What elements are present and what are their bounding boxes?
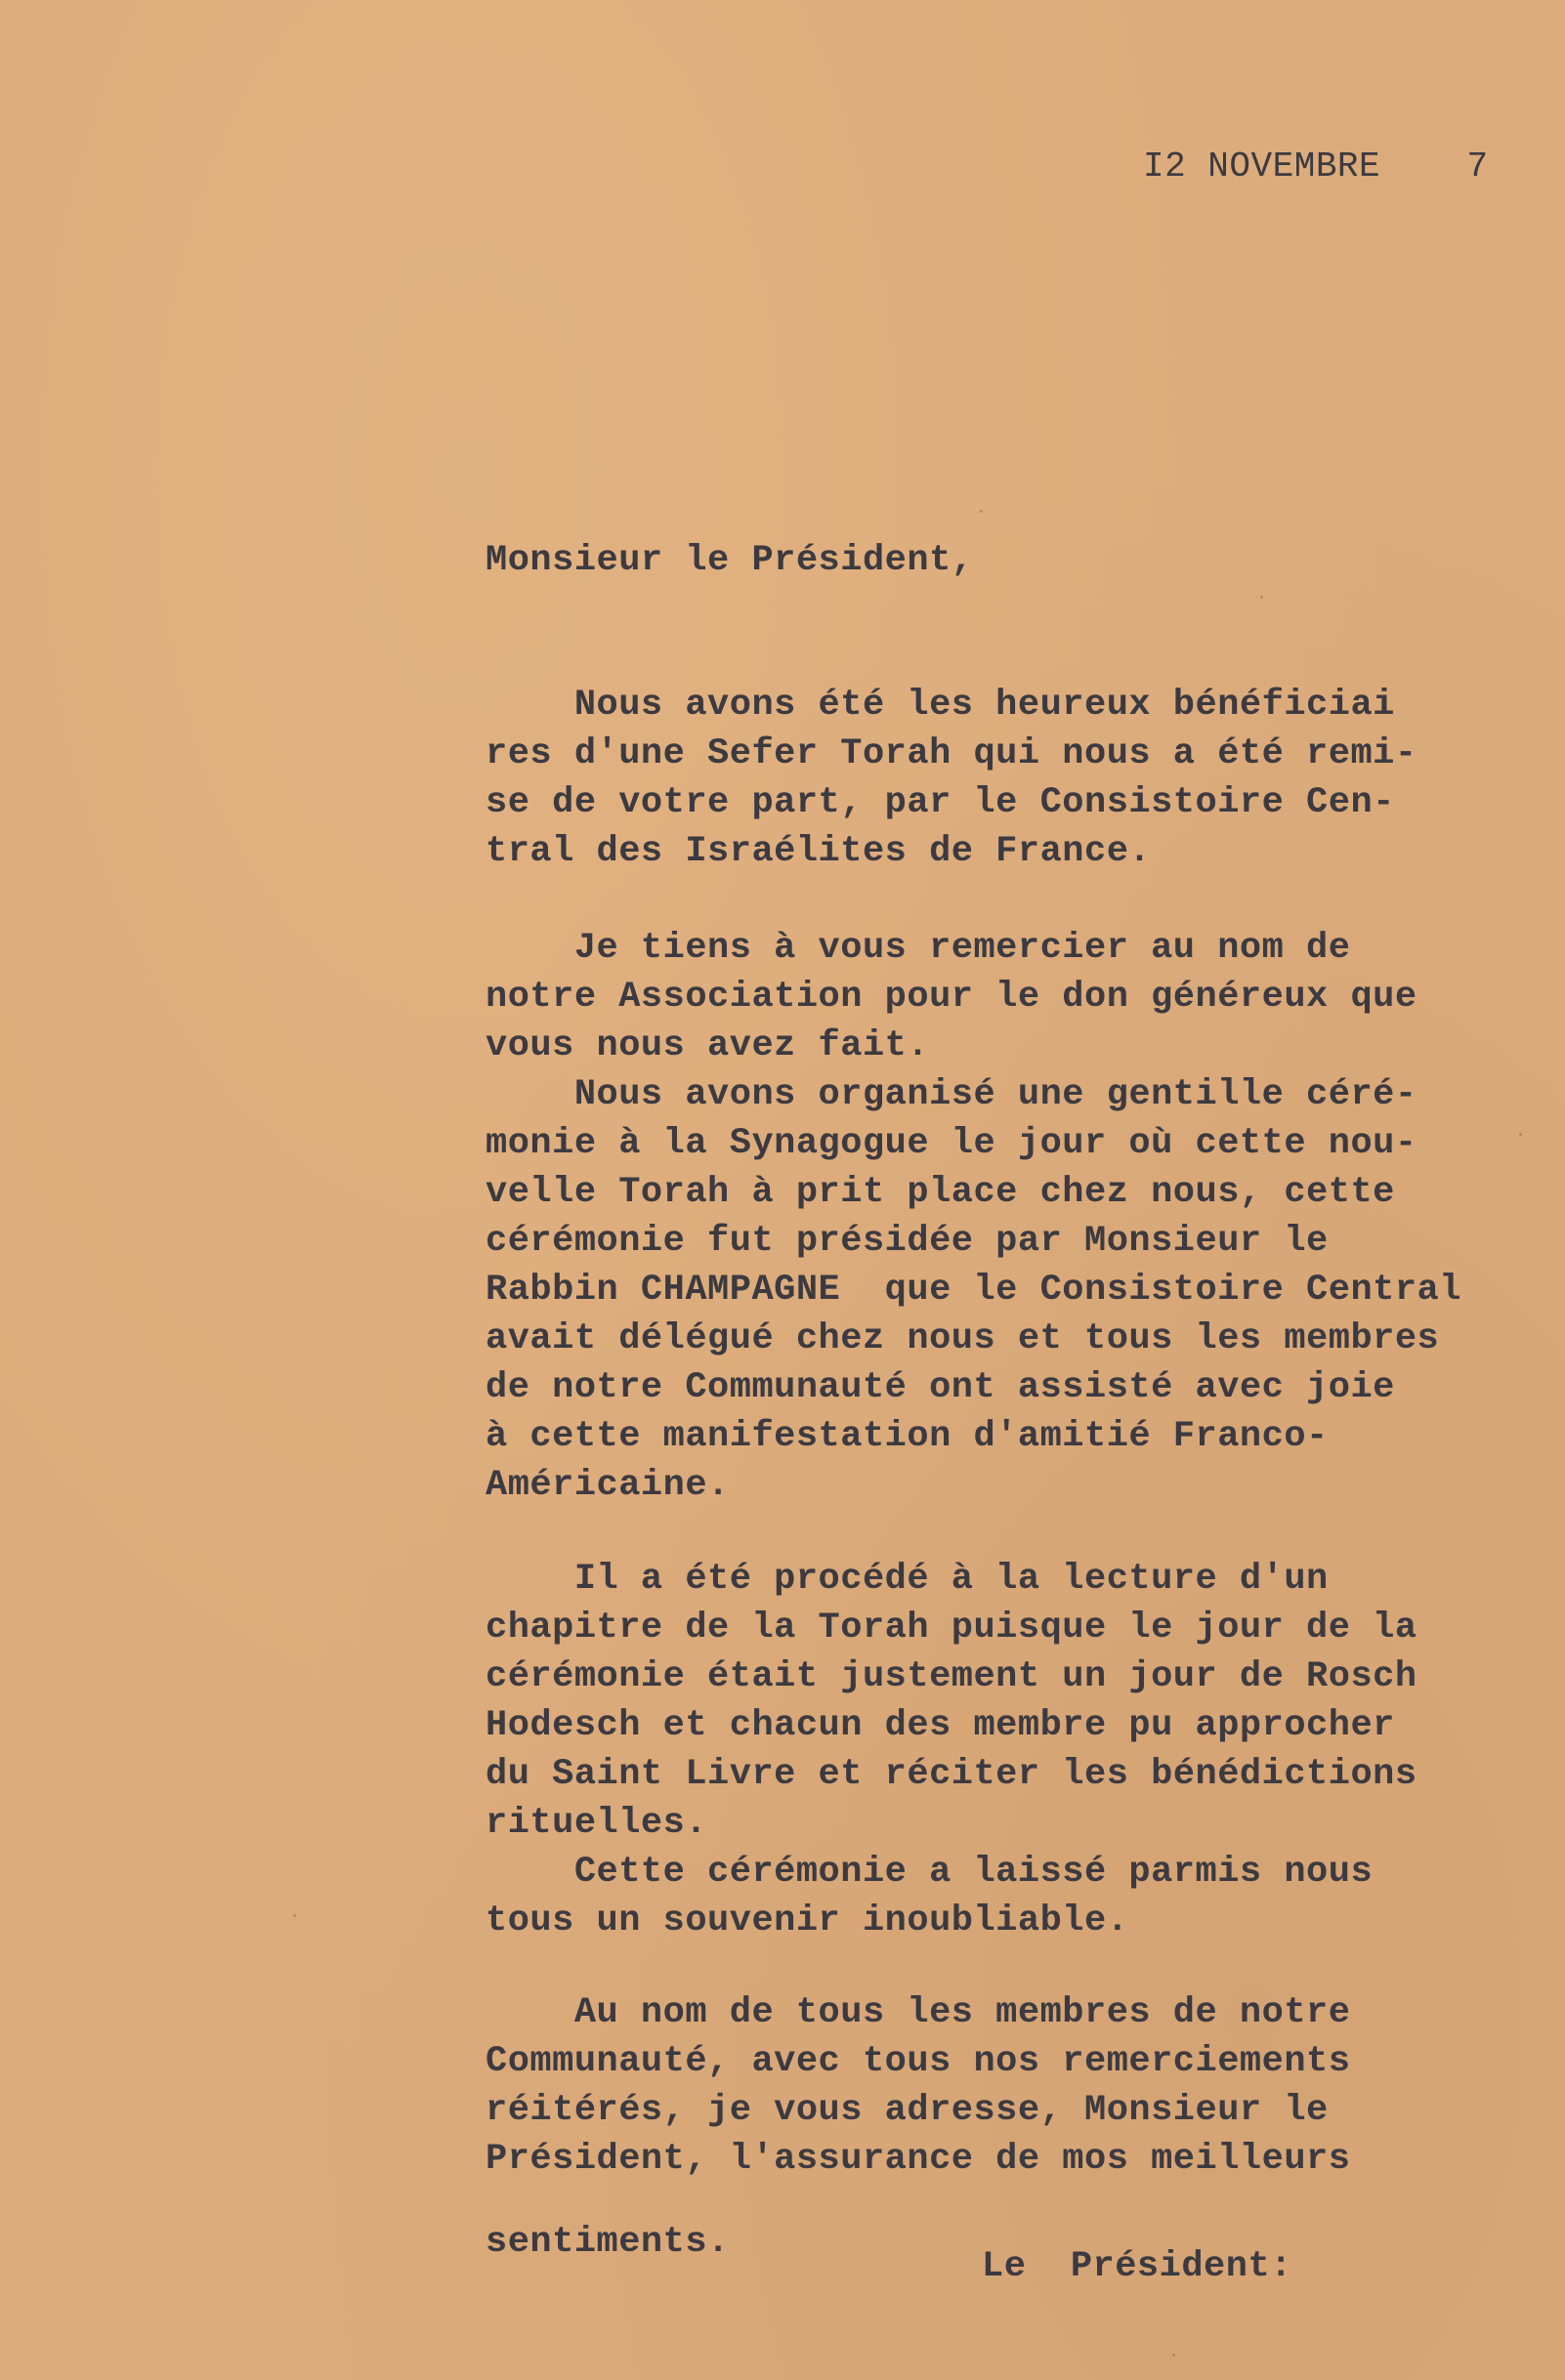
text-line: Communauté, avec tous nos remerciements xyxy=(486,2041,1351,2082)
paragraph-3 xyxy=(486,1555,1417,1945)
text-line: cérémonie était justement un jour de Rosch xyxy=(486,1656,1417,1697)
text-line: à cette manifestation d'amitié Franco- xyxy=(486,1416,1329,1457)
text-line: tral des Israélites de France. xyxy=(486,831,1152,872)
paper-speck xyxy=(1172,2354,1175,2357)
paper-speck xyxy=(980,510,983,513)
text-line: Je tiens à vous remercier au nom de xyxy=(486,928,1351,969)
text-line: res d'une Sefer Torah qui nous a été remi- xyxy=(486,733,1417,774)
text-line: Président, l'assurance de mos meilleurs xyxy=(486,2139,1351,2180)
text-line: velle Torah à prit place chez nous, cette xyxy=(486,1172,1395,1213)
text-line: notre Association pour le don généreux que xyxy=(486,977,1417,1018)
text-line: Cette cérémonie a laissé parmis nous xyxy=(486,1852,1374,1893)
paragraph-1 xyxy=(486,681,1417,876)
text-line: Hodesch et chacun des membre pu approcher xyxy=(486,1705,1395,1746)
text-line: Nous avons été les heureux bénéficiai xyxy=(486,685,1395,726)
text-line: Rabbin CHAMPAGNE que le Consistoire Central xyxy=(486,1270,1461,1311)
text-line: du Saint Livre et réciter les bénédictions xyxy=(486,1754,1417,1795)
text-line: avait délégué chez nous et tous les membres xyxy=(486,1318,1440,1359)
letter-date: I2 NOVEMBRE 7 xyxy=(1143,146,1489,187)
text-line: Au nom de tous les membres de notre xyxy=(486,1992,1351,2033)
signature-block: Le Président: xyxy=(982,2246,1292,2287)
text-line: Il a été procédé à la lecture d'un xyxy=(486,1559,1329,1600)
text-line: Nous avons organisé une gentille céré- xyxy=(486,1074,1417,1115)
text-line: Américaine. xyxy=(486,1465,730,1506)
text-line: se de votre part, par le Consistoire Cen- xyxy=(486,782,1395,823)
text-line: cérémonie fut présidée par Monsieur le xyxy=(486,1221,1329,1262)
salutation: Monsieur le Président, xyxy=(486,540,974,581)
text-line: tous un souvenir inoubliable. xyxy=(486,1900,1129,1942)
paper-speck xyxy=(1519,1133,1522,1136)
text-line: monie à la Synagogue le jour où cette nou- xyxy=(486,1123,1417,1164)
text-line: de notre Communauté ont assisté avec joie xyxy=(486,1367,1395,1408)
text-line: chapitre de la Torah puisque le jour de la xyxy=(486,1608,1417,1649)
text-line: rituelles. xyxy=(486,1803,708,1844)
paper-speck xyxy=(293,1914,296,1917)
paragraph-4 xyxy=(486,1988,1350,2184)
text-line: réitérés, je vous adresse, Monsieur le xyxy=(486,2090,1329,2131)
paragraph-2 xyxy=(486,924,1461,1510)
text-line: vous nous avez fait. xyxy=(486,1025,930,1066)
paper-speck xyxy=(1260,596,1263,599)
closing-line: sentiments. xyxy=(486,2222,730,2263)
